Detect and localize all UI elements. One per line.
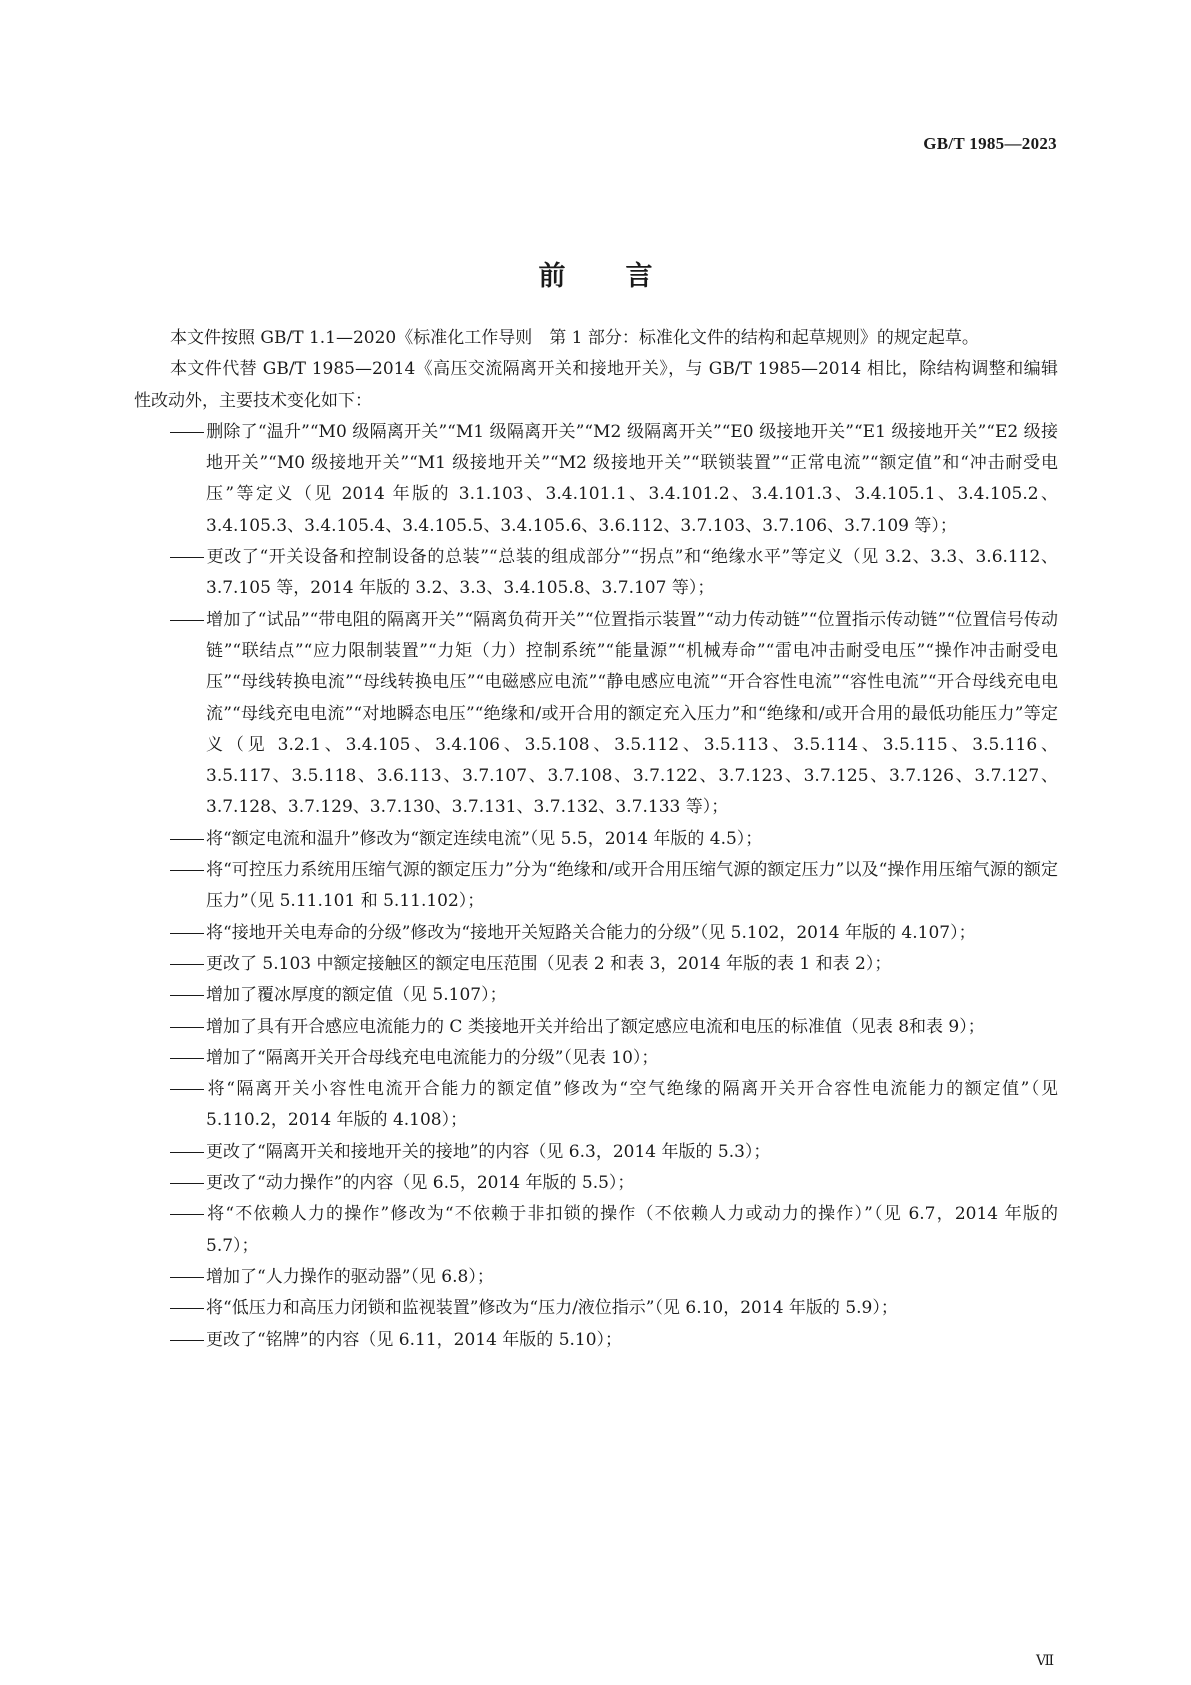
- list-item-text: 增加了具有开合感应电流能力的 C 类接地开关并给出了额定感应电流和电压的标准值（见表 8和表 9）；: [206, 1016, 985, 1037]
- dash-marker: [170, 605, 206, 636]
- page-title: 前言: [538, 261, 713, 293]
- list-item: [134, 918, 1058, 949]
- document-body: [134, 323, 1058, 1356]
- list-item-text: 将“隔离开关小容性电流开合能力的额定值”修改为“空气绝缘的隔离开关开合容性电流能力的额定值”（见 5.110.2，2014 年版的 4.108）；: [206, 1079, 1058, 1131]
- list-item-text: 删除了“温升”“M0 级隔离开关”“M1 级隔离开关”“M2 级隔离开关”“E0 级接地开关”“E1 级接地开关”“E2 级接地开关”“M0 级接地开关”“M1 级接地开关”“M2 级接地开关”“联锁装置”“正常电流”“额定值”和“冲击耐受电压”等定义（见 2014 年版的 3.1.103、3.4.101.1、3.4.101.2、3.4.101.3、3.4.105.1、3.4.105.2、3.4.105.3、3.4.105.4、3.4.105.5、3.4.105.6、3.6.112、3.7.103、3.7.106、3.7.109 等）；: [206, 421, 1058, 536]
- list-item: [134, 542, 1058, 605]
- standard-number: GB/T 1985—2023: [923, 134, 1057, 153]
- dash-marker: [170, 855, 206, 886]
- list-item: [134, 1168, 1058, 1199]
- dash-marker: [170, 1325, 206, 1356]
- list-item-text: 更改了“开关设备和控制设备的总装”“总装的组成部分”“拐点”和“绝缘水平”等定义（见 3.2、3.3、3.6.112、3.7.105 等，2014 年版的 3.2、3.3、3.4.105.8、3.7.107 等）；: [206, 547, 1058, 599]
- dash-marker: [170, 918, 206, 949]
- dash-marker: [170, 980, 206, 1011]
- list-item: [134, 980, 1058, 1011]
- replacement-paragraph: 本文件代替 GB/T 1985—2014《高压交流隔离开关和接地开关》，与 GB/T 1985—2014 相比，除结构调整和编辑性改动外，主要技术变化如下：: [134, 359, 1058, 411]
- dash-marker: [170, 824, 206, 855]
- dash-marker: [170, 1137, 206, 1168]
- dash-marker: [170, 417, 206, 448]
- dash-marker: [170, 542, 206, 573]
- list-item-text: 将“低压力和高压力闭锁和监视装置”修改为“压力/液位指示”（见 6.10，2014 年版的 5.9）；: [206, 1298, 898, 1319]
- page-number: Ⅶ: [1036, 1654, 1055, 1669]
- list-item: [134, 1262, 1058, 1293]
- list-item-text: 更改了“铭牌”的内容（见 6.11，2014 年版的 5.10）；: [206, 1329, 623, 1350]
- dash-marker: [170, 1012, 206, 1043]
- list-item-text: 更改了“动力操作”的内容（见 6.5，2014 年版的 5.5）；: [206, 1173, 635, 1194]
- list-item-text: 增加了“试品”“带电阻的隔离开关”“隔离负荷开关”“位置指示装置”“动力传动链”“位置指示传动链”“位置信号传动链”“联结点”“应力限制装置”“力矩（力）控制系统”“能量源”“机械寿命”“雷电冲击耐受电压”“操作冲击耐受电压”“母线转换电流”“母线转换电压”“电磁感应电流”“静电感应电流”“开合容性电流”“容性电流”“开合母线充电电流”“母线充电电流”“对地瞬态电压”“绝缘和/或开合用的额定充入压力”和“绝缘和/或开合用的最低功能压力”等定义（见 3.2.1、3.4.105、3.4.106、3.5.108、3.5.112、3.5.113、3.5.114、3.5.115、3.5.116、3.5.117、3.5.118、3.6.113、3.7.107、3.7.108、3.7.122、3.7.123、3.7.125、3.7.126、3.7.127、3.7.128、3.7.129、3.7.130、3.7.131、3.7.132、3.7.133 等）；: [206, 609, 1058, 818]
- dash-marker: [170, 1043, 206, 1074]
- list-item-text: 增加了覆冰厚度的额定值（见 5.107）；: [206, 985, 507, 1006]
- list-item-text: 将“不依赖人力的操作”修改为“不依赖于非扣锁的操作（不依赖人力或动力的操作）”（见 6.7，2014 年版的 5.7）；: [206, 1204, 1058, 1256]
- list-item: [134, 949, 1058, 980]
- list-item-text: 更改了“隔离开关和接地开关的接地”的内容（见 6.3，2014 年版的 5.3）；: [206, 1141, 771, 1162]
- list-item: [134, 855, 1058, 918]
- changes-list: [134, 417, 1058, 1356]
- intro-paragraph: 本文件按照 GB/T 1.1—2020《标准化工作导则 第 1 部分：标准化文件的结构和起草规则》的规定起草。: [170, 328, 979, 348]
- list-item: [134, 1325, 1058, 1356]
- dash-marker: [170, 1168, 206, 1199]
- dash-marker: [170, 1199, 206, 1230]
- dash-marker: [170, 1074, 206, 1105]
- list-item: [134, 1012, 1058, 1043]
- list-item: [134, 824, 1058, 855]
- list-item-text: 增加了“隔离开关开合母线充电电流能力的分级”（见表 10）；: [206, 1047, 659, 1068]
- list-item-text: 增加了“人力操作的驱动器”（见 6.8）；: [206, 1266, 494, 1287]
- list-item: [134, 605, 1058, 824]
- list-item: [134, 417, 1058, 542]
- list-item-text: 将“可控压力系统用压缩气源的额定压力”分为“绝缘和/或开合用压缩气源的额定压力”以及“操作用压缩气源的额定压力”（见 5.11.101 和 5.11.102）；: [206, 860, 1058, 912]
- list-item: [134, 1137, 1058, 1168]
- dash-marker: [170, 949, 206, 980]
- dash-marker: [170, 1293, 206, 1324]
- list-item: [134, 1043, 1058, 1074]
- dash-marker: [170, 1262, 206, 1293]
- list-item-text: 将“接地开关电寿命的分级”修改为“接地开关短路关合能力的分级”（见 5.102，2014 年版的 4.107）；: [206, 922, 976, 943]
- list-item-text: 更改了 5.103 中额定接触区的额定电压范围（见表 2 和表 3，2014 年版的表 1 和表 2）；: [206, 953, 892, 974]
- list-item: [134, 1199, 1058, 1262]
- list-item: [134, 1074, 1058, 1137]
- list-item: [134, 1293, 1058, 1324]
- list-item-text: 将“额定电流和温升”修改为“额定连续电流”（见 5.5，2014 年版的 4.5）；: [206, 828, 763, 849]
